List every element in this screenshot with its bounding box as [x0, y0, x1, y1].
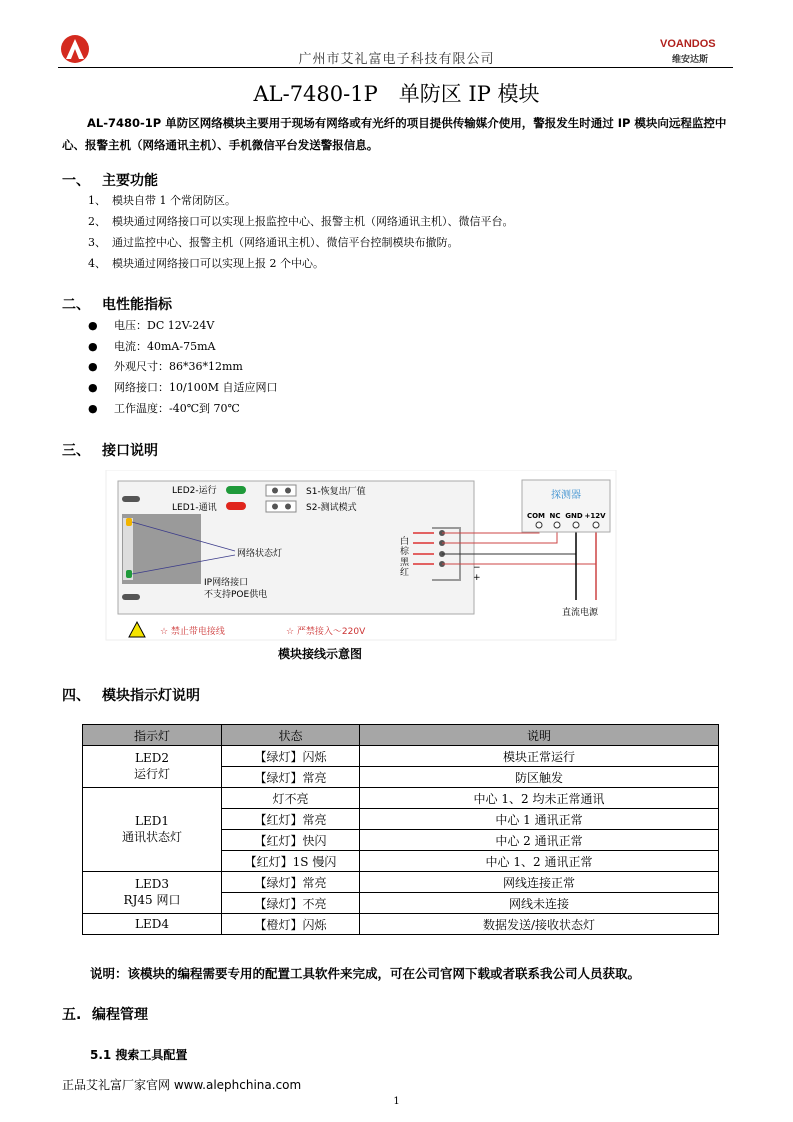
section-number: 二、: [62, 297, 90, 313]
spec-text: 外观尺寸：86*36*12mm: [114, 360, 243, 373]
led-name: RJ45 网口: [123, 893, 181, 907]
terminal-12v: +12V: [584, 512, 606, 520]
note: 说明：该模块的编程需要专用的配置工具软件来完成，可在公司官网下载或者联系我公司人员获取。: [90, 966, 641, 981]
wiring-diagram: [104, 470, 619, 665]
desc-cell: 数据发送/接收状态灯: [360, 914, 719, 935]
terminal-gnd: GND: [565, 512, 583, 520]
terminal-nc: NC: [549, 512, 561, 520]
header-cell: 状态: [222, 725, 360, 746]
section-title: 接口说明: [102, 443, 158, 459]
desc-cell: 网线未连接: [360, 893, 719, 914]
desc-cell: 网线连接正常: [360, 872, 719, 893]
list-item: [88, 255, 324, 271]
led-id: LED2: [135, 751, 169, 765]
terminal-com: COM: [526, 512, 546, 520]
section-heading-5: [62, 1004, 148, 1024]
section-heading-2: [62, 294, 172, 314]
bullet-icon: ●: [88, 340, 98, 353]
list-item: [88, 213, 514, 229]
item-number: 2、: [88, 215, 106, 228]
spec-text: 电流：40mA-75mA: [114, 340, 216, 353]
desc-cell: 模块正常运行: [360, 746, 719, 767]
header-cell: 指示灯: [83, 725, 222, 746]
item-text: 模块自带 1 个常闭防区。: [112, 194, 236, 207]
led4-icon: [126, 518, 132, 526]
led-table: [82, 724, 719, 935]
table-header-row: [83, 725, 719, 746]
led-id: LED3: [135, 877, 169, 891]
section-heading-4: [62, 685, 200, 705]
state-cell: 【红灯】1S 慢闪: [222, 851, 360, 872]
spec-text: 网络接口：10/100M 自适应网口: [114, 381, 278, 394]
led-cell: [83, 872, 222, 914]
page-title: AL-7480-1P 单防区 IP 模块: [253, 82, 540, 106]
spec-item: [88, 338, 215, 354]
item-number: 3、: [88, 236, 106, 249]
spec-item: [88, 379, 277, 395]
section-title: 编程管理: [92, 1007, 148, 1023]
diagram-caption: 模块接线示意图: [277, 647, 363, 661]
wire-black-label: 黑: [400, 558, 410, 568]
minus-label: −: [473, 563, 481, 573]
button-s2-icon: [266, 501, 296, 512]
led-cell: [83, 788, 222, 872]
state-cell: 【绿灯】常亮: [222, 872, 360, 893]
header-cell: 说明: [360, 725, 719, 746]
desc-cell: 防区触发: [360, 767, 719, 788]
bullet-icon: ●: [88, 360, 98, 373]
section-title: 电性能指标: [102, 297, 172, 313]
s1-label: S1-恢复出厂值: [306, 487, 366, 497]
led2-green-icon: [226, 486, 246, 494]
section-number: 四、: [62, 688, 90, 704]
wire-red-label: 红: [400, 568, 410, 578]
table-row: [83, 746, 719, 767]
state-cell: 【绿灯】不亮: [222, 893, 360, 914]
item-text: 模块通过网络接口可以实现上报 2 个中心。: [112, 257, 324, 270]
led-id: LED1: [135, 814, 169, 828]
port-label: IP网络接口: [204, 578, 249, 588]
poe-label: 不支持POE供电: [204, 590, 268, 600]
led1-red-icon: [226, 502, 246, 510]
section-number: 五.: [62, 1007, 82, 1023]
led2-label: LED2-运行: [172, 486, 217, 496]
desc-cell: 中心 2 通讯正常: [360, 830, 719, 851]
subsection-heading: 5.1 搜索工具配置: [90, 1048, 188, 1062]
bullet-icon: ●: [88, 319, 98, 332]
desc-cell: 中心 1 通讯正常: [360, 809, 719, 830]
section-title: 主要功能: [102, 173, 158, 189]
item-text: 通过监控中心、报警主机（网络通讯主机）、微信平台控制模块布撤防。: [112, 236, 459, 249]
section-heading-1: [62, 170, 158, 190]
section-heading-3: [62, 440, 158, 460]
section-number: 三、: [62, 443, 90, 459]
item-text: 模块通过网络接口可以实现上报监控中心、报警主机（网络通讯主机）、微信平台。: [112, 215, 514, 228]
page-number: 1: [393, 1096, 400, 1107]
header-company: 广州市艾礼富电子科技有限公司: [298, 52, 495, 67]
led-cell: [83, 746, 222, 788]
intro-paragraph: AL-7480-1P 单防区网络模块主要用于现场有网络或有光纤的项目提供传输媒介使用，警报发生时通过 IP 模块向远程监控中心、报警主机（网络通讯主机）、手机微信平台发送警报信息。: [62, 116, 727, 152]
desc-cell: 中心 1、2 通讯正常: [360, 851, 719, 872]
state-cell: 【绿灯】常亮: [222, 767, 360, 788]
brand-logo: VOANDOS: [660, 38, 716, 50]
spec-text: 工作温度：-40℃到 70℃: [114, 402, 240, 415]
item-number: 4、: [88, 257, 106, 270]
net-led-label: 网络状态灯: [237, 549, 283, 559]
spec-item: [88, 400, 240, 416]
section-number: 一、: [62, 173, 90, 189]
led3-icon: [126, 570, 132, 578]
brand-sub: 维安达斯: [672, 55, 709, 65]
footer-link[interactable]: 正品艾礼富厂家官网 www.alephchina.com: [62, 1078, 302, 1092]
led-name: 运行灯: [133, 767, 170, 781]
bullet-icon: ●: [88, 402, 98, 415]
led-name: 通讯状态灯: [121, 830, 182, 844]
wire-brown-label: 棕: [400, 547, 410, 557]
spec-item: [88, 358, 243, 374]
state-cell: 【橙灯】闪烁: [222, 914, 360, 935]
led-cell: LED4: [83, 914, 222, 935]
mount-hole-icon: [122, 594, 140, 600]
state-cell: 灯不亮: [222, 788, 360, 809]
section-title: 模块指示灯说明: [102, 688, 200, 704]
wire-white-label: 白: [400, 537, 410, 547]
spec-text: 电压：DC 12V-24V: [114, 319, 215, 332]
item-number: 1、: [88, 194, 106, 207]
bullet-icon: ●: [88, 381, 98, 394]
state-cell: 【红灯】快闪: [222, 830, 360, 851]
led1-label: LED1-通讯: [172, 503, 217, 513]
button-s1-icon: [266, 485, 296, 496]
detector-label: 探测器: [551, 490, 581, 501]
mount-hole-icon: [122, 496, 140, 502]
table-row: [83, 788, 719, 809]
state-cell: 【红灯】常亮: [222, 809, 360, 830]
desc-cell: 中心 1、2 均未正常通讯: [360, 788, 719, 809]
state-cell: 【绿灯】闪烁: [222, 746, 360, 767]
s2-label: S2-测试模式: [306, 503, 357, 513]
spec-item: [88, 317, 214, 333]
power-label: 直流电源: [562, 608, 599, 618]
table-row: [83, 872, 719, 893]
list-item: [88, 192, 236, 208]
header-divider: [58, 67, 733, 68]
plus-label: +: [473, 573, 481, 583]
warning-2: ☆ 严禁接入～220V: [286, 627, 366, 637]
warning-1: ☆ 禁止带电接线: [160, 627, 225, 637]
list-item: [88, 234, 459, 250]
table-row: [83, 914, 719, 935]
